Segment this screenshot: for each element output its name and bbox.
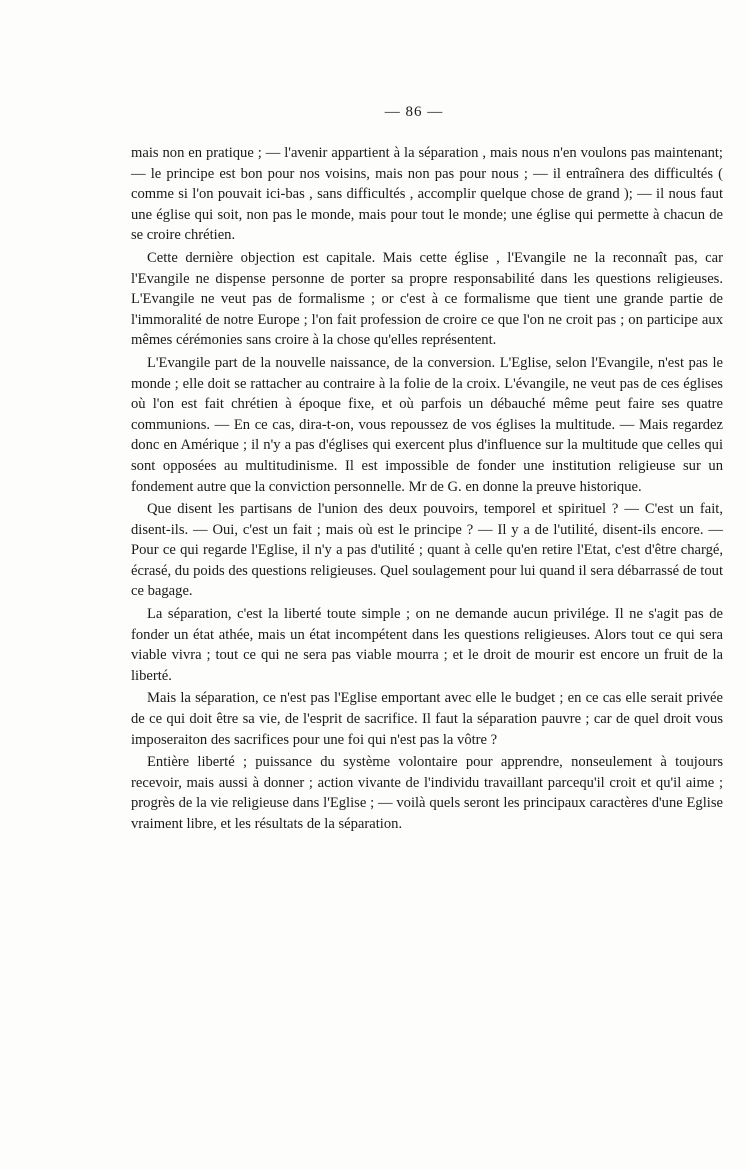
page-number: — 86 — bbox=[384, 104, 444, 120]
paragraph-2: Cette dernière objection est capitale. Mais cette église , l'Evangile ne la reconnaît pas, car l'Evangile ne dispense personne de porter sa propre responsabilité dans les questions religieuses. L'Evangile ne veut pas de formalisme ; or c'est à ce formalisme que tient une grande partie de l'immoralité de notre Europe ; l'on fait profession de croire ce que l'on ne croit pas ; on participe aux mêmes cérémonies sans croire à la chose qu'elles représentent. bbox=[131, 249, 723, 349]
paragraph-6: Mais la séparation, ce n'est pas l'Eglise emportant avec elle le budget ; en ce cas elle serait privée de ce qui doit être sa vie, de l'esprit de sacrifice. Il faut la séparation pauvre ; car de quel droit vous imposeraiton des sacrifices pour une foi qui n'est pas la vôtre ? bbox=[131, 690, 723, 748]
paragraph-7: Entière liberté ; puissance du système volontaire pour apprendre, nonseulement à toujours recevoir, mais aussi à donner ; action vivante de l'individu travaillant parcequ'il croit et qu'il aime ; progrès de la vie religieuse dans l'Eglise ; — voilà quels seront les principaux caractères d'une Eglise vraiment libre, et les résultats de la séparation. bbox=[131, 754, 723, 832]
paragraph-1: mais non en pratique ; — l'avenir appartient à la séparation , mais nous n'en voulons pas maintenant; — le principe est bon pour nos voisins, mais non pas pour nous ; — il entraînera des difficultés ( comme si l'on pouvait ici-bas , sans difficultés , accomplir quelque chose de grand ); — il nous faut une église qui soit, non pas le monde, mais pour tout le monde; une église qui permette à chacun de se croire chrétien. bbox=[131, 145, 723, 244]
body-text bbox=[131, 143, 723, 837]
paragraph-5: La séparation, c'est la liberté toute simple ; on ne demande aucun privilége. Il ne s'agit pas de fonder un état athée, mais un état incompétent dans les questions religieuses. Alors tout ce qui sera viable vivra ; tout ce qui ne sera pas viable mourra ; et le droit de mourir est encore un fruit de la liberté. bbox=[131, 606, 723, 684]
paragraph-3: L'Evangile part de la nouvelle naissance, de la conversion. L'Eglise, selon l'Evangile, n'est pas le monde ; elle doit se rattacher au contraire à la folie de la croix. L'évangile, ne veut pas de ces églises où l'on est fait chrétien à époque fixe, et où parfois un débauché même peut faire ses quatre communions. — En ce cas, dira-t-on, vous repoussez de vos églises la multitude. — Mais regardez donc en Amérique ; il n'y a pas d'églises qui exercent plus d'influence sur la multitude que celles qui sont opposées au multitudinisme. Il est impossible de fonder une institution religieuse sur un fondement autre que la conviction personnelle. Mr de G. en donne la preuve historique. bbox=[131, 354, 723, 495]
paragraph-4: Que disent les partisans de l'union des deux pouvoirs, temporel et spirituel ? — C'est un fait, disent-ils. — Oui, c'est un fait ; mais où est le principe ? — Il y a de l'utilité, disent-ils encore. — Pour ce qui regarde l'Eglise, il n'y a pas d'utilité ; quant à celle qu'en retire l'Etat, c'est d'être chargé, écrasé, du poids des questions religieuses. Quel soulagement pour lui quand il sera débarrassé de tout ce bagage. bbox=[131, 501, 723, 600]
